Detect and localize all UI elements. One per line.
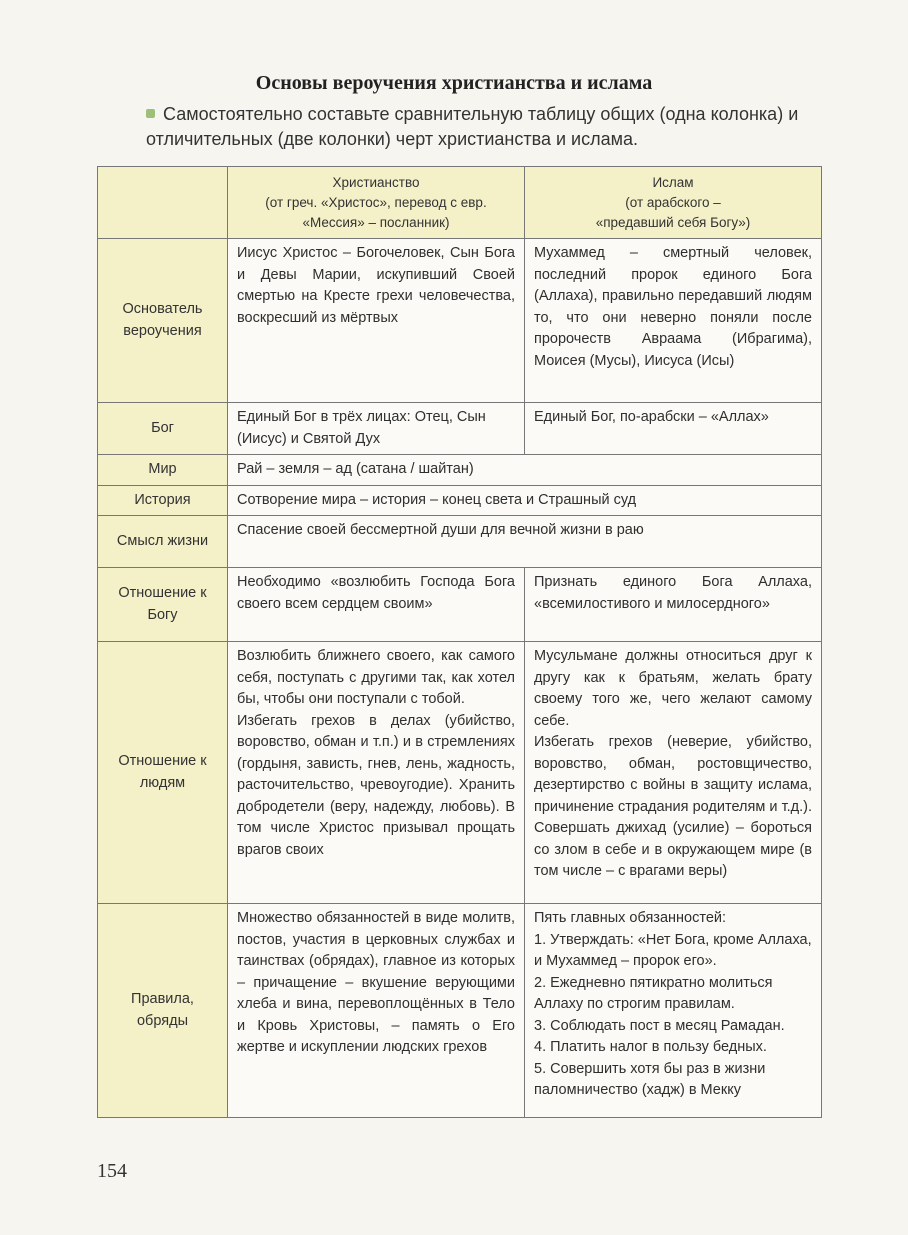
row-label-meaning: Смысл жизни — [98, 516, 228, 568]
cell-islam-founder: Мухаммед – смертный человек, последний пророк единого Бога (Аллаха), правильно передавший людям то, что они неверно поняли после пророчеств Авраама (Ибрагима), Моисея (Мусы), Иисуса (Исы) — [525, 239, 822, 403]
row-label-attitude-god: Отношение к Богу — [98, 568, 228, 642]
header-christianity: Христианство (от греч. «Христос», перевод с евр. «Мессия» – посланник) — [228, 167, 525, 239]
bullet-icon — [146, 109, 155, 118]
table-row — [98, 485, 822, 516]
cell-common-meaning: Спасение своей бессмертной души для вечной жизни в раю — [228, 516, 822, 568]
table-row — [98, 516, 822, 568]
row-label-rules: Правила, обряды — [98, 904, 228, 1118]
table-row — [98, 455, 822, 486]
comparison-table — [97, 166, 822, 1118]
header-islam: Ислам (от арабского – «предавший себя Богу») — [525, 167, 822, 239]
cell-islam-attitude-people: Мусульмане должны относиться друг к другу как к братьям, желать брату своему того же, чего желают самому себе. Избегать грехов (неверие, убийство, воровство, обман, ростовщичество, дезертирство с войны в защиту ислама, причинение страдания родителям и т.д.). Совершать джихад (усилие) – бороться со злом в себе и в окружающем мире (в том числе – с врагами веры) — [525, 642, 822, 904]
table-row — [98, 904, 822, 1118]
row-label-world: Мир — [98, 455, 228, 486]
cell-christianity-attitude-god: Необходимо «возлюбить Господа Бога своего всем сердцем своим» — [228, 568, 525, 642]
cell-islam-attitude-god: Признать единого Бога Аллаха, «всемилостивого и милосердного» — [525, 568, 822, 642]
row-label-founder: Основатель вероучения — [98, 239, 228, 403]
cell-common-world: Рай – земля – ад (сатана / шайтан) — [228, 455, 822, 486]
cell-islam-god: Единый Бог, по-арабски – «Аллах» — [525, 403, 822, 455]
cell-islam-rules: Пять главных обязанностей: 1. Утверждать: «Нет Бога, кроме Аллаха, и Мухаммед – пророк его». 2. Ежедневно пятикратно молиться Аллаху по строгим правилам. 3. Соблюдать пост в месяц Рамадан. 4. Платить налог в пользу бедных. 5. Совершить хотя бы раз в жизни паломничество (хадж) в Мекку — [525, 904, 822, 1118]
task-text: Самостоятельно составьте сравнительную таблицу общих (одна колонка) и отличительных (две колонки) черт христианства и ислама. — [146, 104, 799, 149]
cell-christianity-founder: Иисус Христос – Богочеловек, Сын Бога и Девы Марии, искупивший Своей смертью на Кресте грехи человечества, воскресший из мёртвых — [228, 239, 525, 403]
table-row — [98, 568, 822, 642]
table-row — [98, 403, 822, 455]
task-instruction — [146, 102, 826, 152]
row-label-history: История — [98, 485, 228, 516]
row-label-god: Бог — [98, 403, 228, 455]
row-label-attitude-people: Отношение к людям — [98, 642, 228, 904]
cell-christianity-rules: Множество обязанностей в виде молитв, постов, участия в церковных службах и таинствах (обрядах), главное из которых – причащение – вкушение верующими хлеба и вина, перевоплощённых в Тело и Кровь Христовы, – память о Его жертве и искуплении людских грехов — [228, 904, 525, 1118]
page-title: Основы вероучения христианства и ислама — [255, 72, 653, 94]
cell-christianity-god: Единый Бог в трёх лицах: Отец, Сын (Иисус) и Святой Дух — [228, 403, 525, 455]
page-number: 154 — [97, 1160, 127, 1182]
table-row — [98, 239, 822, 403]
table-header-row — [98, 167, 822, 239]
cell-christianity-attitude-people: Возлюбить ближнего своего, как самого себя, поступать с другими так, как хотел бы, чтобы они поступали с тобой. Избегать грехов в делах (убийство, воровство, обман и т.п.) и в стремлениях (гордыня, зависть, гнев, лень, жадность, расточительство, чревоугодие). Хранить добродетели (веру, надежду, любовь). В том числе Христос призывал прощать врагов своих — [228, 642, 525, 904]
header-empty-cell — [98, 167, 228, 239]
cell-common-history: Сотворение мира – история – конец света и Страшный суд — [228, 485, 822, 516]
table-row — [98, 642, 822, 904]
